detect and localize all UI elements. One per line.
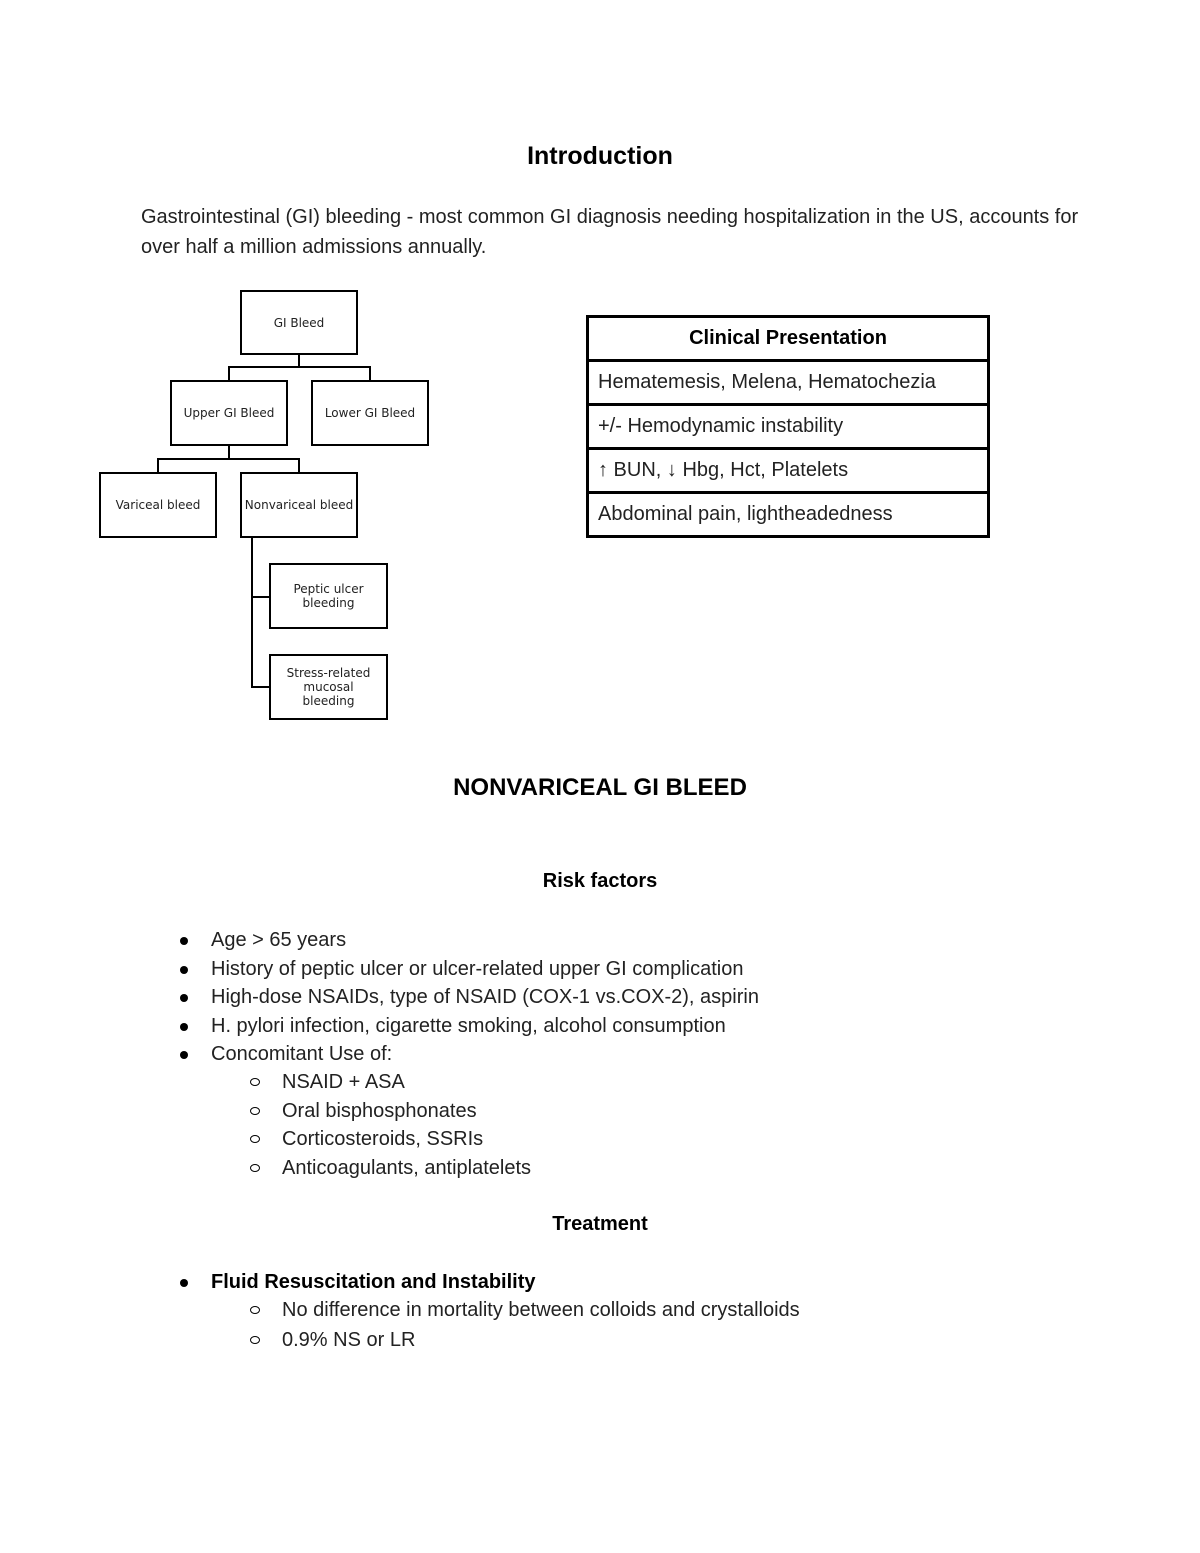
table-row: +/- Hemodynamic instability [588, 405, 989, 449]
connector [228, 445, 230, 459]
connector [369, 366, 371, 381]
table-row: Hematemesis, Melena, Hematochezia [588, 361, 989, 405]
list-item [211, 926, 759, 955]
intro-paragraph: Gastrointestinal (GI) bleeding - most common GI diagnosis needing hospitalization in the US, accounts for over half a million admissions annually. [141, 206, 1079, 258]
clinical-presentation-table [586, 315, 990, 538]
box-gi-bleed: GI Bleed [240, 290, 358, 355]
treatment-list [211, 1268, 535, 1297]
concomitant-use-list [282, 1068, 531, 1182]
treatment-sublist [282, 1296, 800, 1354]
list-item [282, 1125, 531, 1154]
box-stress-related-bleeding: Stress-related mucosal bleeding [269, 654, 388, 720]
list-item [282, 1068, 531, 1097]
circle-bullet-icon [250, 1135, 260, 1143]
circle-bullet-icon [250, 1306, 260, 1314]
risk-factors-heading: Risk factors [542, 870, 658, 892]
list-item-text: Anticoagulants, antiplatelets [282, 1156, 532, 1179]
list-item-text: Fluid Resuscitation and Instability [211, 1271, 536, 1293]
list-item-text: Age > 65 years [211, 929, 347, 951]
box-peptic-ulcer-bleeding: Peptic ulcer bleeding [269, 563, 388, 629]
risk-factors-list [211, 926, 759, 1069]
circle-bullet-icon [250, 1164, 260, 1172]
treatment-heading: Treatment [552, 1213, 648, 1235]
connector [157, 458, 300, 460]
list-item [211, 1012, 759, 1041]
connector [157, 458, 159, 472]
box-nonvariceal-bleed: Nonvariceal bleed [240, 472, 358, 538]
section-title: NONVARICEAL GI BLEED [453, 774, 747, 801]
list-item [211, 983, 759, 1012]
circle-bullet-icon [250, 1078, 260, 1086]
list-item [282, 1326, 800, 1355]
list-item-text: Concomitant Use of: [211, 1043, 393, 1065]
list-item [282, 1154, 531, 1183]
list-item [211, 1268, 535, 1297]
table-row: ↑ BUN, ↓ Hbg, Hct, Platelets [588, 449, 989, 493]
connector [228, 366, 371, 368]
list-item-text: 0.9% NS or LR [282, 1328, 416, 1351]
table-header: Clinical Presentation [588, 317, 989, 361]
list-item-text: NSAID + ASA [282, 1071, 405, 1093]
bullet-icon [180, 1051, 188, 1059]
table-row: Abdominal pain, lightheadedness [588, 493, 989, 537]
list-item [282, 1097, 531, 1126]
list-item [211, 1040, 759, 1069]
box-lower-gi-bleed: Lower GI Bleed [311, 380, 429, 446]
intro-title: Introduction [527, 142, 673, 170]
list-item-text: No difference in mortality between colloids and crystalloids [282, 1299, 800, 1321]
bullet-icon [180, 1023, 188, 1031]
connector [251, 596, 270, 598]
bullet-icon [180, 937, 188, 945]
list-item-text: Oral bisphosphonates [282, 1099, 477, 1122]
list-item-text: History of peptic ulcer or ulcer-related upper GI complication [211, 957, 744, 980]
list-item [211, 955, 759, 984]
connector [298, 458, 300, 472]
list-item [282, 1296, 800, 1325]
list-item-text: High-dose NSAIDs, type of NSAID (COX-1 vs.COX-2), aspirin [211, 986, 759, 1008]
circle-bullet-icon [250, 1336, 260, 1344]
list-item-text: Corticosteroids, SSRIs [282, 1128, 484, 1150]
circle-bullet-icon [250, 1107, 260, 1115]
list-item-text: H. pylori infection, cigarette smoking, alcohol consumption [211, 1014, 726, 1037]
bullet-icon [180, 1279, 188, 1287]
bullet-icon [180, 994, 188, 1002]
connector [228, 366, 230, 381]
connector [251, 686, 270, 688]
bullet-icon [180, 966, 188, 974]
box-upper-gi-bleed: Upper GI Bleed [170, 380, 288, 446]
connector [251, 536, 253, 688]
box-variceal-bleed: Variceal bleed [99, 472, 217, 538]
